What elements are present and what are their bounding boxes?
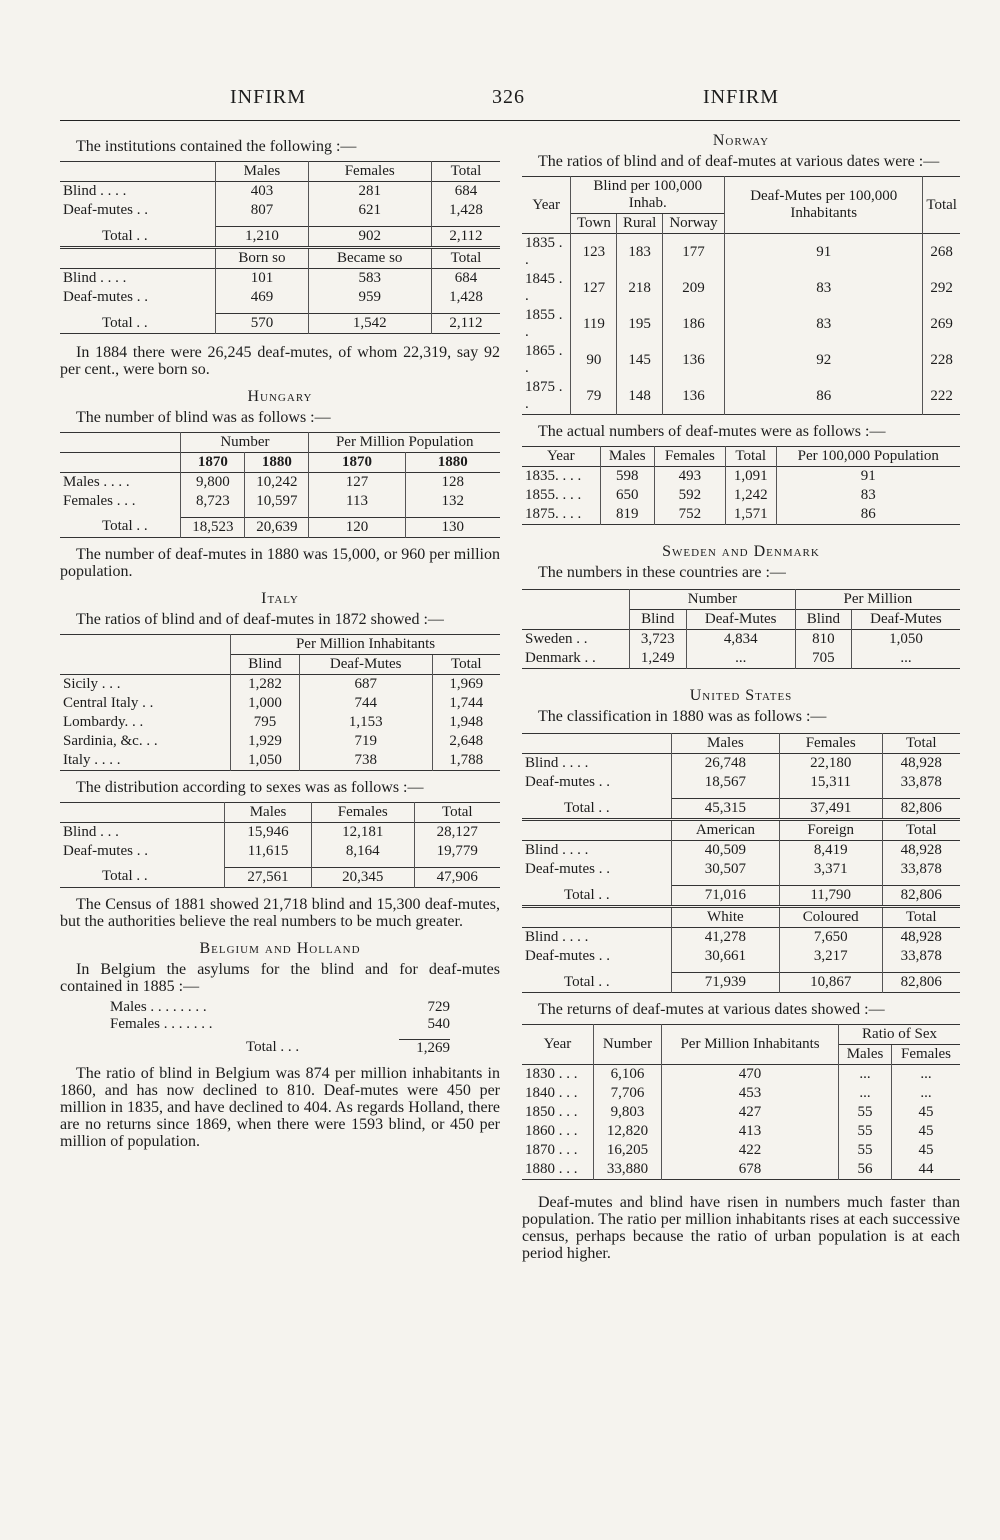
italy-table: Per Million Inhabitants Blind Deaf-Mutes Total Sicily . . . 1,282 687 1,969 Central Italy . . 1,000 744 1,744 Lombardy. . . 795 1,153 1,948 Sardinia, &c. . . 1,929 719 2,648 Italy . . . . 1,050 738 1,788: [60, 634, 500, 771]
italy-census: The Census of 1881 showed 21,718 blind and 15,300 deaf-mutes, but the authorities believe the real numbers to be much greater.: [60, 895, 500, 930]
italy-sex-table: Males Females Total Blind . . . 15,946 12,181 28,127 Deaf-mutes . . 11,615 8,164 19,779 Total . . 27,561 20,345 47,906: [60, 802, 500, 888]
italy-sex-intro: The distribution according to sexes was as follows :—: [76, 778, 424, 796]
norway-ratio-table: Year Blind per 100,000 Inhab. Deaf-Mutes per 100,000 Inhabitants Total Town Rural Norway 1835 . . 123 183 177 91 268 1845 . . 127 218 209 83 292 1855 . . 119 195 186 83 269 1865 . . 90 145 136 92 228 1875 . . 79 148 136 86 222: [522, 176, 960, 415]
hungary-table: Number Per Million Population 1870 1880 1870 1880 Males . . . . 9,800 10,242 127 128 Females . . . 8,723 10,597 113 132 Total . . 18,523 20,639 120 130: [60, 432, 500, 538]
hungary-note: The number of deaf-mutes in 1880 was 15,000, or 960 per million population.: [60, 545, 500, 580]
running-head-left: INFIRM: [230, 86, 307, 108]
norway-actual-table: Year Males Females Total Per 100,000 Population 1835. . . . 598 493 1,091 91 1855. . . . 650 592 1,242 83 1875. . . . 819 752 1,571 86: [522, 446, 960, 525]
sweden-intro: The numbers in these countries are :—: [538, 564, 786, 581]
section-italy: Italy: [261, 589, 299, 607]
section-hungary: Hungary: [247, 388, 313, 405]
left-column: [60, 124, 500, 1150]
belgium-list: Males . . . . . . . . 729 Females . . . . . . . 540 Total . . . 1,269: [110, 998, 450, 1056]
header-rule: [60, 120, 960, 121]
paragraph-1884: In 1884 there were 26,245 deaf-mutes, of whom 22,319, say 92 per cent., were born so.: [60, 344, 500, 378]
running-head-right: INFIRM: [703, 86, 780, 108]
right-column: [522, 124, 960, 1262]
hungary-intro: The number of blind was as follows :—: [76, 409, 331, 426]
section-sweden: Sweden and Denmark: [662, 543, 820, 560]
us-returns-table: Year Number Per Million Inhabitants Ratio of Sex Males Females 1830 . . . 6,106 470 ... ... 1840 . . . 7,706 453 ... ... 1850 . . . 9,803 427 55 45 1860 . . . 12,820 413 55 45 1870 . . . 16,205 422 55 45 1880 . . . 33,880 678 56 44: [522, 1024, 960, 1180]
us-returns-intro: The returns of deaf-mutes at various dates showed :—: [538, 1001, 885, 1018]
norway-intro: The ratios of blind and of deaf-mutes at various dates were :—: [538, 153, 940, 170]
institutions-table: Males Females Total Blind . . . . 403 281 684 Deaf-mutes . . 807 621 1,428 Total . . 1,210 902 2,112 Born so Became so Total Blind . . . . 101 583 684 Deaf-mutes . . 469 959 1,428 Total . . 570 1,542 2,112: [60, 161, 500, 334]
us-intro: The classification in 1880 was as follows :—: [538, 708, 827, 725]
section-belgium: Belgium and Holland: [199, 939, 361, 957]
belgium-text: The ratio of blind in Belgium was 874 per million inhabitants in 1860, and has now declined to 810. Deaf-mutes were 450 per million in 1835, and have declined to 404. As regards Holland, there are no returns since 1869, when there were 1593 blind, or 450 per million of population.: [60, 1064, 500, 1150]
belgium-intro: In Belgium the asylums for the blind and for deaf-mutes contained in 1885 :—: [60, 960, 500, 995]
italy-intro: The ratios of blind and of deaf-mutes in 1872 showed :—: [76, 610, 444, 628]
us-conclusion: Deaf-mutes and blind have risen in numbers much faster than population. The ratio per million inhabitants rises at each successive census, perhaps because the ratio of urban population is at each period higher.: [522, 1194, 960, 1262]
sweden-table: Number Per Million Blind Deaf-Mutes Blind Deaf-Mutes Sweden . . 3,723 4,834 810 1,050 Denmark . . 1,249 ... 705 ...: [522, 589, 960, 669]
page-number: 326: [492, 86, 525, 108]
institutions-intro: The institutions contained the following :—: [76, 138, 357, 155]
section-norway: Norway: [712, 132, 770, 149]
section-united-states: United States: [689, 687, 793, 704]
norway-actual-intro: The actual numbers of deaf-mutes were as follows :—: [538, 423, 886, 440]
us-classification-table: Males Females Total Blind . . . . 26,748 22,180 48,928 Deaf-mutes . . 18,567 15,311 33,878 Total . . 45,315 37,491 82,806 American Foreign Total Blind . . . . 40,509 8,419 48,928 Deaf-mutes . . 30,507 3,371 33,878 Total . . 71,016 11,790 82,806 White Coloured Total Blind . . . . 41,278 7,650 48,928 Deaf-mutes . . 30,661 3,217 33,878 Total . . 71,939 10,867 82,806: [522, 733, 960, 993]
